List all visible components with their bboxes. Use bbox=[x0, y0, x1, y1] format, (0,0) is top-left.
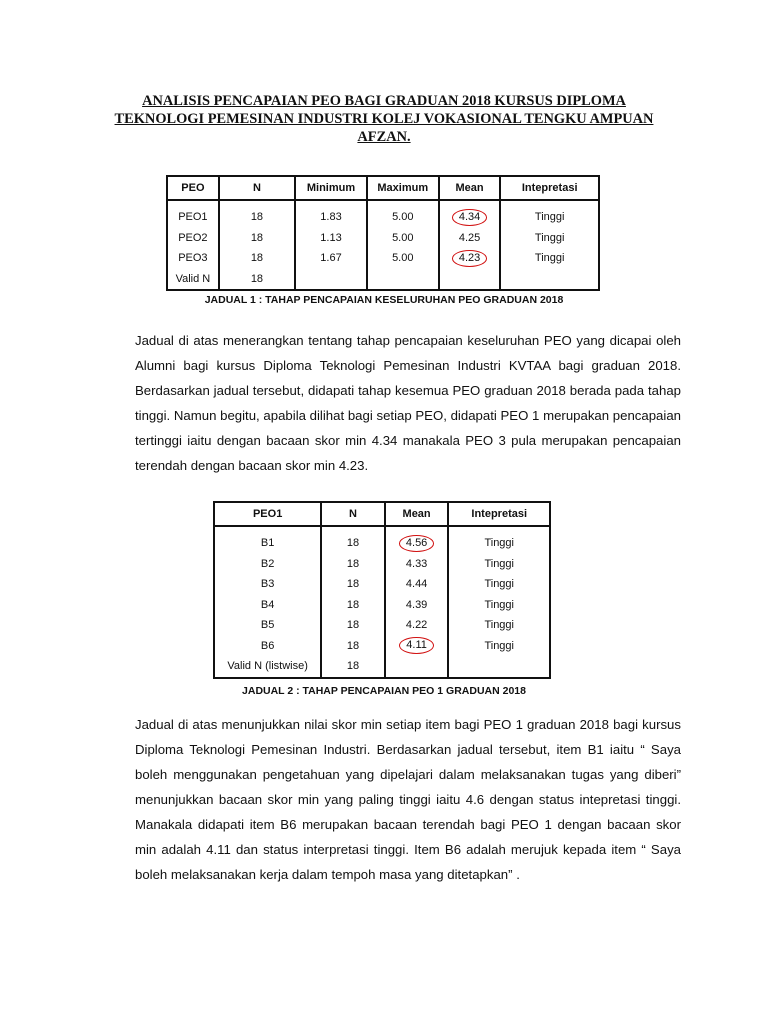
table-cell: Valid N (listwise) bbox=[227, 660, 308, 673]
table-row bbox=[214, 636, 550, 657]
paragraph-1: Jadual di atas menerangkan tentang tahap pencapaian keseluruhan PEO yang dicapai oleh Alumni bagi kursus Diploma Teknologi Pemesinan Industri KVTAA bagi graduan 2018. Berdasarkan jadual tersebut, didapati tahap kesemua PEO graduan 2018 berada pada tahap tinggi. Namun begitu, apabila dilihat bagi setiap PEO, didapati PEO 1 merupakan pencapaian tertinggi iaitu dengan bacaan skor min 4.34 manakala PEO 3 pula merupakan pencapaian terendah dengan bacaan skor min 4.23. bbox=[135, 333, 681, 473]
column-header: Mean bbox=[439, 176, 501, 200]
table-row bbox=[167, 228, 599, 249]
table-cell: 1.67 bbox=[295, 248, 367, 269]
table-header-row bbox=[167, 176, 599, 200]
paragraph-2: Jadual di atas menunjukkan nilai skor min setiap item bagi PEO 1 graduan 2018 bagi kursus Diploma Teknologi Pemesinan Industri. Berdasarkan jadual tersebut, item B1 iaitu “ Saya boleh menggunakan pengetahuan yang dipelajari dalam melaksanakan tugas yang diberi” menunjukkan bacaan skor min yang paling tinggi iaitu 4.6 dengan status intepretasi tinggi. Manakala didapati item B6 merupakan bacaan terendah bagi PEO 1 dengan bacaan skor min adalah 4.11 dan status interpretasi tinggi. Item B6 adalah merujuk kepada item “ Saya boleh melaksanakan kerja dalam tempoh masa yang ditetapkan” . bbox=[135, 717, 681, 882]
table-cell: 18 bbox=[219, 269, 295, 291]
table-cell: Tinggi bbox=[500, 228, 599, 249]
table-cell: 18 bbox=[219, 200, 295, 228]
table-cell: 18 bbox=[321, 574, 384, 595]
peo-summary-table bbox=[166, 175, 600, 291]
table-cell: Tinggi bbox=[448, 526, 550, 554]
table-cell: Tinggi bbox=[500, 248, 599, 269]
table-cell: PEO1 bbox=[178, 211, 208, 224]
table-cell: 1.13 bbox=[295, 228, 367, 249]
table1-caption: JADUAL 1 : TAHAP PENCAPAIAN KESELURUHAN PEO GRADUAN 2018 bbox=[204, 294, 564, 306]
table-row bbox=[214, 554, 550, 575]
table-row bbox=[167, 248, 599, 269]
table-row bbox=[167, 269, 599, 291]
table-cell: 4.33 bbox=[385, 554, 449, 575]
table-row bbox=[214, 656, 550, 678]
table-cell: 4.22 bbox=[385, 615, 449, 636]
title-line-3: AFZAN. bbox=[357, 129, 411, 145]
table-cell bbox=[367, 269, 439, 291]
table-cell: 5.00 bbox=[367, 228, 439, 249]
table2-caption: JADUAL 2 : TAHAP PENCAPAIAN PEO 1 GRADUAN 2018 bbox=[242, 685, 526, 697]
table-cell: PEO2 bbox=[178, 231, 208, 244]
table-header-row bbox=[214, 502, 550, 526]
table-cell: 18 bbox=[321, 615, 384, 636]
table-cell bbox=[439, 200, 501, 228]
table-cell: 5.00 bbox=[367, 248, 439, 269]
table-cell: 18 bbox=[321, 636, 384, 657]
table-cell: Tinggi bbox=[448, 574, 550, 595]
table-row bbox=[167, 200, 599, 228]
table-cell bbox=[385, 656, 449, 678]
table-row bbox=[214, 526, 550, 554]
document-title bbox=[60, 92, 708, 146]
column-header: Maximum bbox=[367, 176, 439, 200]
circled-mean-value: 4.56 bbox=[399, 535, 434, 552]
column-header: Minimum bbox=[295, 176, 367, 200]
circled-mean-value: 4.34 bbox=[452, 209, 487, 226]
table-cell: 18 bbox=[321, 595, 384, 616]
column-header: PEO bbox=[167, 176, 219, 200]
table-cell: 4.25 bbox=[439, 228, 501, 249]
table-cell bbox=[385, 636, 449, 657]
table-cell bbox=[295, 269, 367, 291]
table-cell bbox=[448, 656, 550, 678]
column-header: N bbox=[219, 176, 295, 200]
table-cell: B1 bbox=[260, 537, 275, 550]
peo1-item-table bbox=[213, 501, 551, 679]
table-row bbox=[214, 595, 550, 616]
table-cell: Tinggi bbox=[448, 636, 550, 657]
table-cell bbox=[385, 526, 449, 554]
title-line-1: ANALISIS PENCAPAIAN PEO BAGI GRADUAN 2018 KURSUS DIPLOMA bbox=[142, 93, 626, 109]
table-cell: 18 bbox=[219, 248, 295, 269]
table-cell: Valid N bbox=[175, 272, 211, 285]
table-cell: B3 bbox=[260, 578, 275, 591]
table-cell: 4.39 bbox=[385, 595, 449, 616]
table-cell: B2 bbox=[260, 557, 275, 570]
table-cell: B6 bbox=[260, 639, 275, 652]
table-row bbox=[214, 615, 550, 636]
table-cell: B5 bbox=[260, 619, 275, 632]
table-cell: B4 bbox=[260, 598, 275, 611]
column-header: Intepretasi bbox=[500, 176, 599, 200]
table-cell: Tinggi bbox=[448, 554, 550, 575]
circled-mean-value: 4.23 bbox=[452, 250, 487, 267]
table-cell: PEO3 bbox=[178, 252, 208, 265]
column-header: N bbox=[321, 502, 384, 526]
table-cell bbox=[439, 248, 501, 269]
table-cell: 4.44 bbox=[385, 574, 449, 595]
circled-mean-value: 4.11 bbox=[399, 637, 434, 654]
table-cell: Tinggi bbox=[500, 200, 599, 228]
table-row bbox=[214, 574, 550, 595]
table-cell: 18 bbox=[321, 656, 384, 678]
table-cell: 18 bbox=[321, 526, 384, 554]
table-cell: 1.83 bbox=[295, 200, 367, 228]
column-header: Mean bbox=[385, 502, 449, 526]
table-cell: 18 bbox=[321, 554, 384, 575]
table-cell bbox=[439, 269, 501, 291]
table-cell: Tinggi bbox=[448, 615, 550, 636]
table-cell: 18 bbox=[219, 228, 295, 249]
table-cell bbox=[500, 269, 599, 291]
table-cell: 5.00 bbox=[367, 200, 439, 228]
title-line-2: TEKNOLOGI PEMESINAN INDUSTRI KOLEJ VOKASIONAL TENGKU AMPUAN bbox=[114, 111, 654, 127]
column-header: Intepretasi bbox=[448, 502, 550, 526]
table-cell: Tinggi bbox=[448, 595, 550, 616]
column-header: PEO1 bbox=[214, 502, 321, 526]
